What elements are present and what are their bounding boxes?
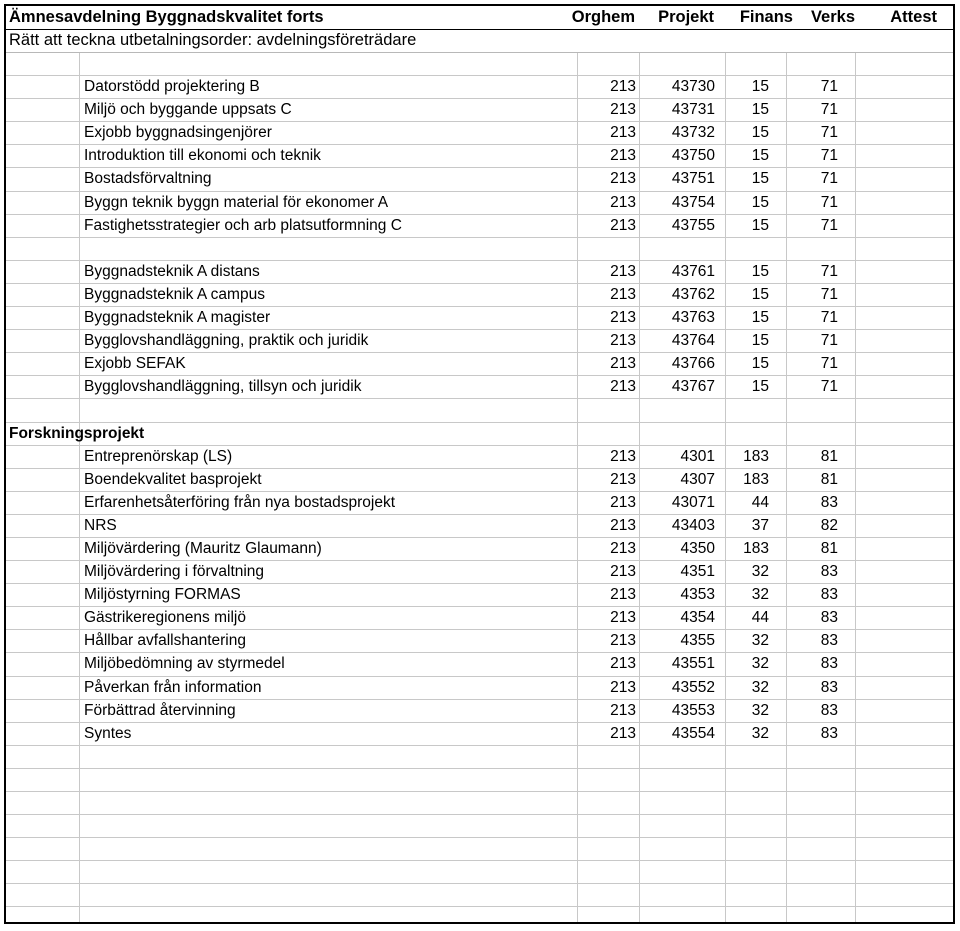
project-name-cell: Datorstödd projektering B [84, 78, 260, 96]
verks-cell: 71 [820, 170, 838, 188]
verks-cell: 71 [820, 285, 838, 303]
project-name-cell: Bostadsförvaltning [84, 170, 212, 188]
orghem-cell: 213 [610, 447, 636, 465]
verks-cell: 71 [820, 101, 838, 119]
project-name-cell: Boendekvalitet basprojekt [84, 470, 262, 488]
finans-cell: 32 [751, 632, 769, 650]
finans-cell: 37 [751, 516, 769, 534]
table-row [6, 538, 953, 561]
table-row [6, 353, 953, 376]
column-header-attest: Attest [890, 8, 937, 26]
project-name-cell: Miljövärdering i förvaltning [84, 563, 265, 581]
projekt-cell: 43754 [671, 193, 715, 211]
page-subtitle: Rätt att teckna utbetalningsorder: avdelningsföreträdare [9, 31, 417, 49]
table-body [6, 53, 953, 931]
table-row [6, 284, 953, 307]
table-row [6, 168, 953, 191]
column-header-verks: Verks [810, 8, 855, 26]
projekt-cell: 43767 [671, 378, 715, 396]
finans-cell: 183 [743, 447, 769, 465]
project-name-cell: Miljöbedömning av styrmedel [84, 655, 285, 673]
table-row [6, 630, 953, 653]
project-name-cell: Miljövärdering (Mauritz Glaumann) [84, 539, 322, 557]
verks-cell: 83 [820, 655, 838, 673]
projekt-cell: 4353 [680, 586, 715, 604]
table-row [6, 330, 953, 353]
finans-cell: 32 [751, 563, 769, 581]
verks-cell: 71 [820, 262, 838, 280]
project-name-cell: Entreprenörskap (LS) [84, 447, 233, 465]
project-name-cell: Introduktion till ekonomi och teknik [84, 147, 321, 165]
spreadsheet [4, 4, 955, 924]
finans-cell: 15 [751, 78, 769, 96]
finans-cell: 32 [751, 586, 769, 604]
project-name-cell: Byggnadsteknik A campus [84, 285, 265, 303]
verks-cell: 83 [820, 493, 838, 511]
finans-cell: 15 [751, 170, 769, 188]
table-row [6, 261, 953, 284]
projekt-cell: 43764 [671, 332, 715, 350]
projekt-cell: 43762 [671, 285, 715, 303]
finans-cell: 32 [751, 724, 769, 742]
orghem-cell: 213 [610, 701, 636, 719]
finans-cell: 32 [751, 655, 769, 673]
table-row [6, 884, 953, 907]
orghem-cell: 213 [610, 678, 636, 696]
orghem-cell: 213 [610, 724, 636, 742]
table-row [6, 838, 953, 861]
verks-cell: 71 [820, 309, 838, 327]
table-row [6, 815, 953, 838]
orghem-cell: 213 [610, 216, 636, 234]
section-label: Forskningsprojekt [9, 424, 145, 442]
table-row [6, 792, 953, 815]
table-row [6, 746, 953, 769]
projekt-cell: 43755 [671, 216, 715, 234]
table-row [6, 99, 953, 122]
project-name-cell: Byggnadsteknik A magister [84, 309, 271, 327]
page-title: Ämnesavdelning Byggnadskvalitet forts [9, 8, 324, 26]
verks-cell: 81 [820, 447, 838, 465]
projekt-cell: 43761 [671, 262, 715, 280]
orghem-cell: 213 [610, 101, 636, 119]
projekt-cell: 43763 [671, 309, 715, 327]
section-row [6, 423, 953, 446]
table-row [6, 723, 953, 746]
project-name-cell: Miljö och byggande uppsats C [84, 101, 292, 119]
finans-cell: 15 [751, 332, 769, 350]
finans-cell: 15 [751, 309, 769, 327]
projekt-cell: 43552 [671, 678, 715, 696]
orghem-cell: 213 [610, 539, 636, 557]
orghem-cell: 213 [610, 516, 636, 534]
project-name-cell: Syntes [84, 724, 132, 742]
finans-cell: 15 [751, 285, 769, 303]
verks-cell: 83 [820, 609, 838, 627]
project-name-cell: Byggnadsteknik A distans [84, 262, 260, 280]
orghem-cell: 213 [610, 609, 636, 627]
projekt-cell: 43554 [671, 724, 715, 742]
projekt-cell: 4355 [680, 632, 715, 650]
project-name-cell: Byggn teknik byggn material för ekonomer A [84, 193, 389, 211]
header-row [6, 6, 953, 30]
finans-cell: 44 [751, 609, 769, 627]
verks-cell: 83 [820, 701, 838, 719]
orghem-cell: 213 [610, 563, 636, 581]
project-name-cell: Hållbar avfallshantering [84, 632, 246, 650]
verks-cell: 83 [820, 724, 838, 742]
table-row [6, 769, 953, 792]
verks-cell: 83 [820, 632, 838, 650]
table-row [6, 700, 953, 723]
finans-cell: 15 [751, 262, 769, 280]
table-row [6, 515, 953, 538]
table-row [6, 215, 953, 238]
project-name-cell: Miljöstyrning FORMAS [84, 586, 241, 604]
table-row [6, 53, 953, 76]
project-name-cell: Exjobb byggnadsingenjörer [84, 124, 272, 142]
finans-cell: 15 [751, 124, 769, 142]
column-header-projekt: Projekt [658, 8, 714, 26]
orghem-cell: 213 [610, 355, 636, 373]
table-row [6, 446, 953, 469]
table-row [6, 192, 953, 215]
project-name-cell: Exjobb SEFAK [84, 355, 186, 373]
project-name-cell: Bygglovshandläggning, praktik och juridik [84, 332, 369, 350]
projekt-cell: 43750 [671, 147, 715, 165]
projekt-cell: 4307 [680, 470, 715, 488]
projekt-cell: 43751 [671, 170, 715, 188]
project-name-cell: Gästrikeregionens miljö [84, 609, 246, 627]
verks-cell: 71 [820, 147, 838, 165]
table-row [6, 584, 953, 607]
finans-cell: 183 [743, 470, 769, 488]
table-row [6, 145, 953, 168]
table-row [6, 76, 953, 99]
orghem-cell: 213 [610, 78, 636, 96]
projekt-cell: 43766 [671, 355, 715, 373]
verks-cell: 71 [820, 332, 838, 350]
table-row [6, 492, 953, 515]
table-row [6, 653, 953, 676]
orghem-cell: 213 [610, 285, 636, 303]
projekt-cell: 43730 [671, 78, 715, 96]
finans-cell: 32 [751, 701, 769, 719]
orghem-cell: 213 [610, 170, 636, 188]
orghem-cell: 213 [610, 262, 636, 280]
projekt-cell: 43731 [671, 101, 715, 119]
table-row [6, 907, 953, 930]
orghem-cell: 213 [610, 309, 636, 327]
table-row [6, 376, 953, 399]
verks-cell: 81 [820, 539, 838, 557]
table-row [6, 607, 953, 630]
finans-cell: 15 [751, 101, 769, 119]
finans-cell: 15 [751, 355, 769, 373]
project-name-cell: Påverkan från information [84, 678, 262, 696]
projekt-cell: 43551 [671, 655, 715, 673]
verks-cell: 83 [820, 586, 838, 604]
finans-cell: 44 [751, 493, 769, 511]
subtitle-row [6, 29, 953, 53]
verks-cell: 71 [820, 378, 838, 396]
finans-cell: 32 [751, 678, 769, 696]
projekt-cell: 43553 [671, 701, 715, 719]
orghem-cell: 213 [610, 378, 636, 396]
verks-cell: 71 [820, 193, 838, 211]
projekt-cell: 43403 [671, 516, 715, 534]
projekt-cell: 4354 [680, 609, 715, 627]
projekt-cell: 4351 [680, 563, 715, 581]
project-name-cell: Förbättrad återvinning [84, 701, 236, 719]
orghem-cell: 213 [610, 470, 636, 488]
verks-cell: 81 [820, 470, 838, 488]
finans-cell: 15 [751, 216, 769, 234]
project-name-cell: Bygglovshandläggning, tillsyn och juridik [84, 378, 362, 396]
table-row [6, 399, 953, 422]
orghem-cell: 213 [610, 332, 636, 350]
verks-cell: 83 [820, 563, 838, 581]
table-row [6, 122, 953, 145]
projekt-cell: 4350 [680, 539, 715, 557]
verks-cell: 83 [820, 678, 838, 696]
table-row [6, 238, 953, 261]
projekt-cell: 43732 [671, 124, 715, 142]
orghem-cell: 213 [610, 193, 636, 211]
finans-cell: 15 [751, 378, 769, 396]
orghem-cell: 213 [610, 493, 636, 511]
verks-cell: 71 [820, 355, 838, 373]
project-name-cell: NRS [84, 516, 117, 534]
table-row [6, 561, 953, 584]
orghem-cell: 213 [610, 147, 636, 165]
finans-cell: 15 [751, 193, 769, 211]
project-name-cell: Fastighetsstrategier och arb platsutformning C [84, 216, 402, 234]
table-row [6, 677, 953, 700]
verks-cell: 71 [820, 216, 838, 234]
orghem-cell: 213 [610, 632, 636, 650]
table-row [6, 307, 953, 330]
verks-cell: 82 [820, 516, 838, 534]
column-header-finans: Finans [739, 8, 793, 26]
orghem-cell: 213 [610, 124, 636, 142]
finans-cell: 15 [751, 147, 769, 165]
orghem-cell: 213 [610, 586, 636, 604]
verks-cell: 71 [820, 78, 838, 96]
finans-cell: 183 [743, 539, 769, 557]
orghem-cell: 213 [610, 655, 636, 673]
column-header-orghem: Orghem [571, 8, 635, 26]
table-row [6, 469, 953, 492]
projekt-cell: 4301 [680, 447, 715, 465]
table-row [6, 861, 953, 884]
verks-cell: 71 [820, 124, 838, 142]
projekt-cell: 43071 [671, 493, 715, 511]
project-name-cell: Erfarenhetsåterföring från nya bostadsprojekt [84, 493, 396, 511]
